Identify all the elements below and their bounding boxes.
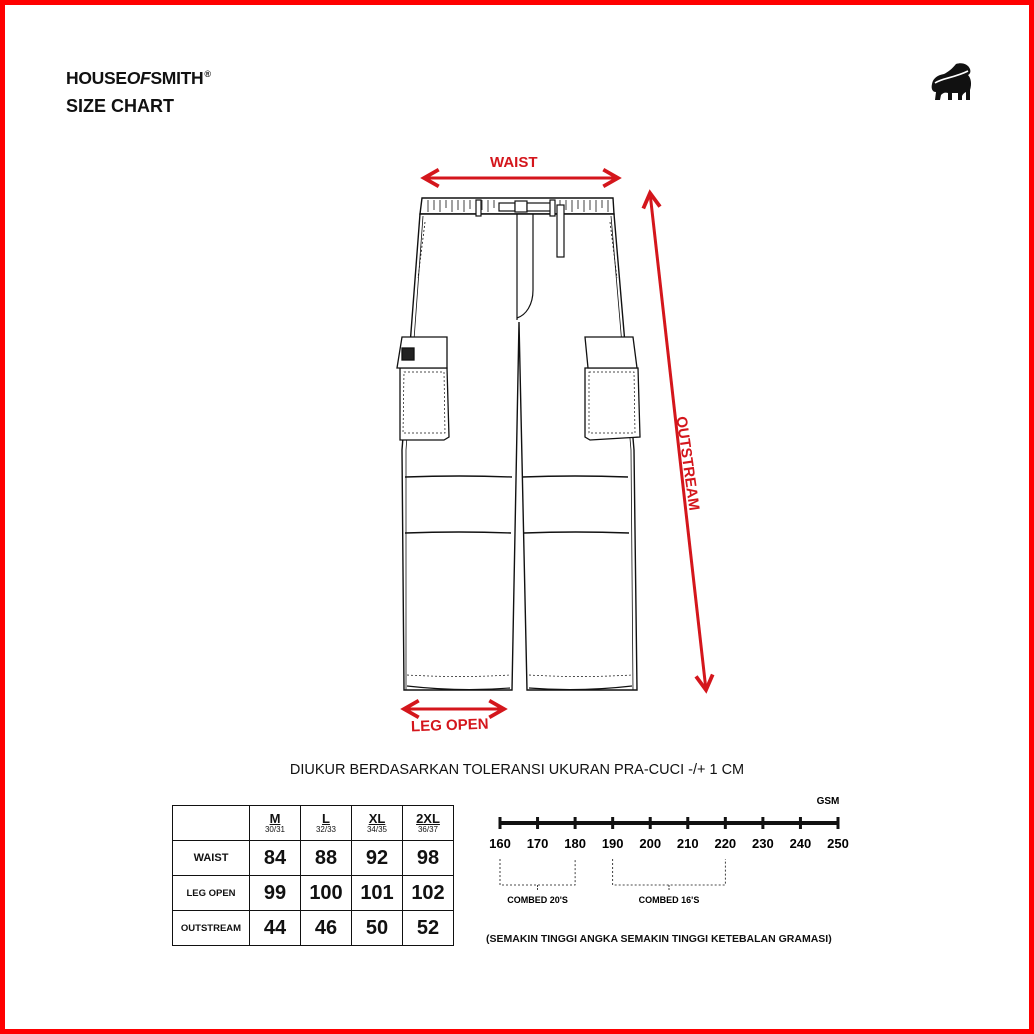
table-cell: 84 <box>250 841 301 876</box>
tolerance-note: DIUKUR BERDASARKAN TOLERANSI UKURAN PRA-CUCI -/+ 1 CM <box>289 762 745 778</box>
cargo-pocket-right <box>585 337 640 440</box>
waist-label: WAIST <box>490 154 538 171</box>
gsm-unit-label: GSM <box>816 796 840 807</box>
table-cell: 100 <box>301 876 352 911</box>
gsm-range-label: COMBED 20'S <box>507 895 568 905</box>
gsm-tick-label: 230 <box>752 836 774 851</box>
table-cell: 52 <box>403 911 454 946</box>
outstream-label: OUTSTREAM <box>672 415 703 512</box>
table-cell: 102 <box>403 876 454 911</box>
table-cell: 88 <box>301 841 352 876</box>
table-cell: 101 <box>352 876 403 911</box>
gsm-range-label: COMBED 16'S <box>638 895 700 905</box>
size-table <box>172 805 454 946</box>
gsm-range-bracket <box>613 859 726 885</box>
table-row-leg-open <box>173 876 454 911</box>
table-cell: 50 <box>352 911 403 946</box>
gsm-tick-label: 170 <box>526 836 549 851</box>
size-header: M 30/31 <box>250 806 301 841</box>
pants-outline <box>402 198 637 690</box>
gsm-tick-label: 250 <box>827 836 849 851</box>
gsm-tick-label: 240 <box>789 836 812 851</box>
size-header: XL 34/35 <box>352 806 403 841</box>
gsm-tick-label: 190 <box>601 836 624 851</box>
gsm-range-bracket <box>500 859 575 885</box>
table-cell: 99 <box>250 876 301 911</box>
size-header-row <box>173 806 454 841</box>
page-title: SIZE CHART <box>66 96 174 116</box>
table-cell: 98 <box>403 841 454 876</box>
gsm-scale <box>480 790 870 940</box>
table-row-outstream <box>173 911 454 946</box>
leg-open-label: LEG OPEN <box>410 715 489 736</box>
gsm-tick-label: 160 <box>489 836 511 851</box>
size-header: 2XL 36/37 <box>403 806 454 841</box>
gsm-note: (SEMAKIN TINGGI ANGKA SEMAKIN TINGGI KETEBALAN GRAMASI) <box>486 933 832 945</box>
table-cell: 44 <box>250 911 301 946</box>
gsm-tick-label: 210 <box>676 836 699 851</box>
table-cell: 46 <box>301 911 352 946</box>
gsm-tick-label: 220 <box>714 836 737 851</box>
gsm-tick-label: 200 <box>639 836 662 851</box>
cargo-pocket-left <box>397 337 449 440</box>
size-header: L 32/33 <box>301 806 352 841</box>
row-label: LEG OPEN <box>173 876 250 911</box>
table-cell: 92 <box>352 841 403 876</box>
row-label: OUTSTREAM <box>173 911 250 946</box>
brand-name: HOUSEOFSMITH® <box>66 68 211 88</box>
corner-cell <box>173 806 250 841</box>
table-row-waist <box>173 841 454 876</box>
gsm-tick-label: 180 <box>564 836 586 851</box>
row-label: WAIST <box>173 841 250 876</box>
